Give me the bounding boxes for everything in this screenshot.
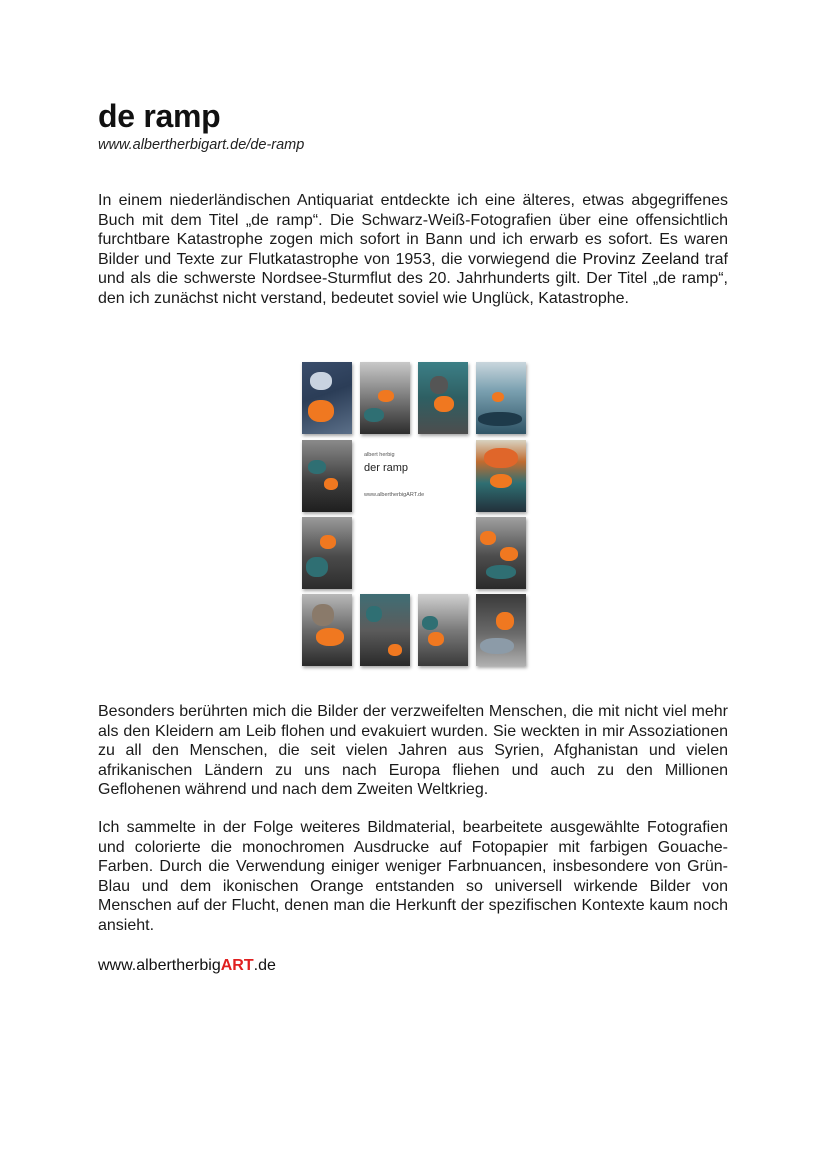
cover-tile	[360, 594, 410, 666]
footer-link[interactable]	[98, 957, 276, 975]
cover-tile	[476, 517, 526, 589]
cover-url: www.albertherbigART.de	[364, 492, 425, 498]
footer-url-accent: ART	[220, 957, 254, 974]
province-link[interactable]: Provinz Zeeland	[582, 250, 700, 268]
footer-url-start: www.albertherbig	[98, 957, 221, 974]
cover-tile	[302, 594, 352, 666]
cover-tile	[302, 517, 352, 589]
cover-tile	[476, 362, 526, 434]
cover-tile	[418, 594, 468, 666]
intro-text-end: traf und als die schwerste Nordsee-Sturmflut des 20. Jahrhunderts gilt. Der Titel „de ramp“, den ich zunächst nicht verstand, bedeutet soviel wie Unglück, Katastrophe.	[98, 250, 728, 307]
page-url[interactable]: www.albertherbigart.de/de-ramp	[98, 137, 305, 153]
book-cover-collage	[300, 360, 528, 668]
cover-title: der ramp	[364, 462, 409, 474]
cover-tile	[476, 440, 526, 512]
cover-author: albert herbig	[364, 452, 395, 458]
cover-tile	[476, 594, 526, 666]
cover-tile	[360, 362, 410, 434]
third-paragraph: Ich sammelte in der Folge weiteres Bildmaterial, bearbeitete ausgewählte Fotografien und colorierte die monochromen Ausdrucke auf Fotopapier mit farbigen Gouache-Farben. Durch die Verwendung einiger weniger Farbnuancen, insbesondere von Grün-Blau und dem ikonischen Orange entstanden so universell wirkende Bilder von Menschen auf der Flucht, denen man die Herkunft der spezifischen Kontexte kaum noch ansieht.	[98, 819, 728, 934]
footer-url-end: .de	[253, 957, 276, 974]
cover-tile	[418, 362, 468, 434]
intro-text-start: In einem niederländischen Antiquariat entdeckte ich eine älteres, etwas abgegriffenes Buch mit dem Titel „de ramp“. Die Schwarz-Weiß-Fotografien über eine offensichtlich furchtbare Katastrophe zogen mich sofort in Bann und ich erwarb es sofort. Es waren Bilder und Texte zur Flutkatastrophe von 1953, die vorwiegend die	[98, 192, 728, 268]
cover-title-card	[360, 440, 466, 590]
second-paragraph: Besonders berührten mich die Bilder der verzweifelten Menschen, die mit nicht viel mehr als den Kleidern am Leib flohen und evakuiert wurden. Sie weckten in mir Assoziationen zu all den Menschen, die seit vielen Jahren aus Syrien, Afghanistan und vielen afrikanischen Ländern zu uns nach Europa fliehen und auch zu den Millionen Geflohenen während und nach dem Zweiten Weltkrieg.	[98, 703, 728, 798]
cover-tile	[302, 362, 352, 434]
cover-tile	[302, 440, 352, 512]
page-title: de ramp	[98, 98, 221, 134]
intro-paragraph	[98, 191, 728, 308]
